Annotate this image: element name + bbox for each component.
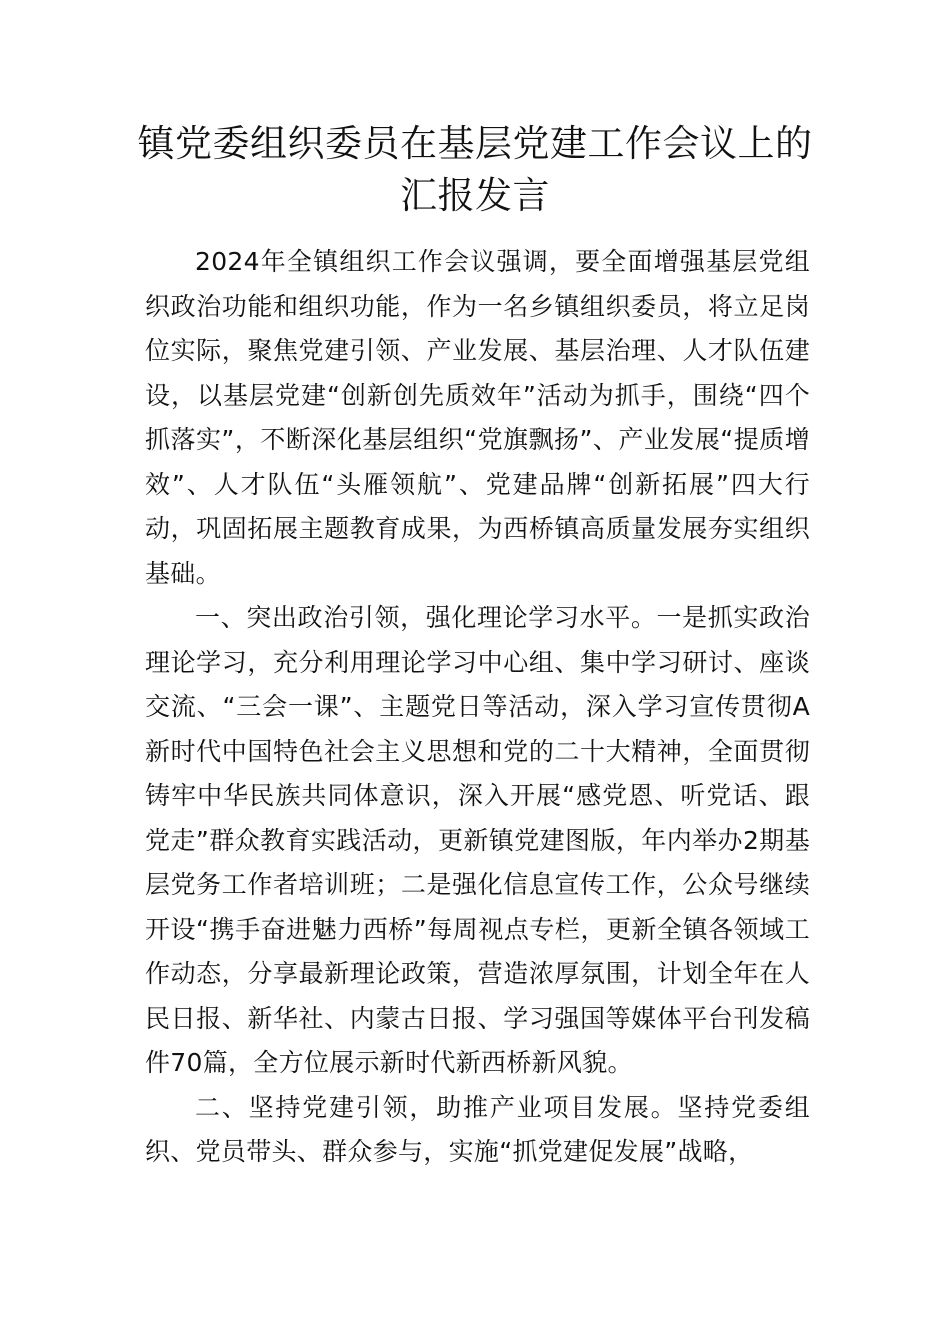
paragraph-section-1: 一、突出政治引领，强化理论学习水平。一是抓实政治理论学习，充分利用理论学习中心组、集中学习研讨、座谈交流、“三会一课”、主题党日等活动，深入学习宣传贯彻A新时代中国特色社会主义思想和党的二十大精神，全面贯彻铸牢中华民族共同体意识，深入开展“感党恩、听党话、跟党走”群众教育实践活动，更新镇党建图版，年内举办2期基层党务工作者培训班；二是强化信息宣传工作，公众号继续开设“携手奋进魅力西桥”每周视点专栏，更新全镇各领域工作动态，分享最新理论政策，营造浓厚氛围，计划全年在人民日报、新华社、内蒙古日报、学习强国等媒体平台刊发稿件70篇，全方位展示新时代新西桥新风貌。 [145, 603, 810, 1077]
title-line-1: 镇党委组织委员在基层党建工作会议上的 [137, 122, 813, 165]
document-body [145, 240, 810, 1175]
title-line-2: 汇报发言 [400, 174, 550, 217]
paragraph-intro: 2024年全镇组织工作会议强调，要全面增强基层党组织政治功能和组织功能，作为一名乡镇组织委员，将立足岗位实际，聚焦党建引领、产业发展、基层治理、人才队伍建设，以基层党建“创新创先质效年”活动为抓手，围绕“四个抓落实”，不断深化基层组织“党旗飘扬”、产业发展“提质增效”、人才队伍“头雁领航”、党建品牌“创新拓展”四大行动，巩固拓展主题教育成果，为西桥镇高质量发展夯实组织基础。 [145, 247, 810, 588]
document-title [120, 118, 830, 222]
paragraph-section-2: 二、坚持党建引领，助推产业项目发展。坚持党委组织、党员带头、群众参与，实施“抓党建促发展”战略， [145, 1092, 810, 1166]
